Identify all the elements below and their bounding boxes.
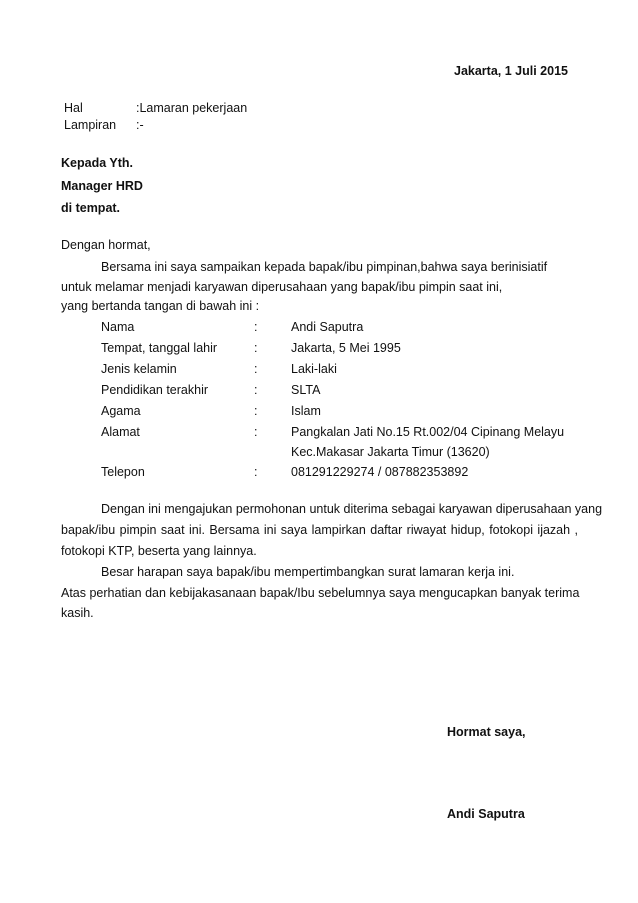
detail-value: Jakarta, 5 Mei 1995 [291, 341, 401, 355]
detail-value: Andi Saputra [291, 320, 364, 334]
greeting: Dengan hormat, [61, 238, 151, 252]
intro-line-1: Bersama ini saya sampaikan kepada bapak/ibu pimpinan,bahwa saya berinisiatif [101, 260, 548, 274]
detail-separator: : [254, 465, 258, 479]
detail-value: Laki-laki [291, 362, 337, 376]
lampiran-value: :- [136, 118, 144, 132]
recipient-line-1: Kepada Yth. [61, 156, 134, 170]
recipient-line-2: Manager HRD [61, 179, 143, 193]
detail-label: Pendidikan terakhir [101, 383, 209, 397]
hal-label: Hal [64, 101, 83, 115]
signature-name: Andi Saputra [447, 807, 525, 821]
detail-value: 081291229274 / 087882353892 [291, 465, 469, 479]
detail-label: Tempat, tanggal lahir [101, 341, 218, 355]
detail-value: Islam [291, 404, 321, 418]
detail-label: Telepon [101, 465, 145, 479]
body-paragraph-2: Besar harapan saya bapak/ibu mempertimbangkan surat lamaran kerja ini. [101, 565, 515, 579]
recipient-line-3: di tempat. [61, 201, 121, 215]
detail-value: SLTA [291, 383, 321, 397]
letter-date: Jakarta, 1 Juli 2015 [454, 64, 568, 78]
detail-separator: : [254, 341, 258, 355]
hal-value: :Lamaran pekerjaan [136, 101, 248, 115]
body-line: fotokopi KTP, beserta yang lainnya. [61, 544, 257, 558]
detail-separator: : [254, 383, 258, 397]
body-line: kasih. [61, 606, 94, 620]
detail-separator: : [254, 404, 258, 418]
detail-value-continued: Kec.Makasar Jakarta Timur (13620) [291, 445, 490, 459]
detail-separator: : [254, 320, 258, 334]
detail-value: Pangkalan Jati No.15 Rt.002/04 Cipinang Melayu [291, 425, 565, 439]
detail-label: Jenis kelamin [101, 362, 177, 376]
detail-separator: : [254, 362, 258, 376]
body-line: bapak/ibu pimpin saat ini. Bersama ini saya lampirkan daftar riwayat hidup, fotokopi ijazah , [61, 523, 578, 537]
intro-line-3: yang bertanda tangan di bawah ini : [61, 299, 260, 313]
detail-label: Alamat [101, 425, 140, 439]
body-line: Dengan ini mengajukan permohonan untuk diterima sebagai karyawan diperusahaan yang [101, 502, 603, 516]
detail-label: Nama [101, 320, 135, 334]
closing: Hormat saya, [447, 725, 526, 739]
detail-separator: : [254, 425, 258, 439]
detail-label: Agama [101, 404, 141, 418]
body-line: Atas perhatian dan kebijakasanaan bapak/Ibu sebelumnya saya mengucapkan banyak terima [61, 586, 580, 600]
intro-line-2: untuk melamar menjadi karyawan diperusahaan yang bapak/ibu pimpin saat ini, [61, 280, 503, 294]
lampiran-label: Lampiran [64, 118, 117, 132]
